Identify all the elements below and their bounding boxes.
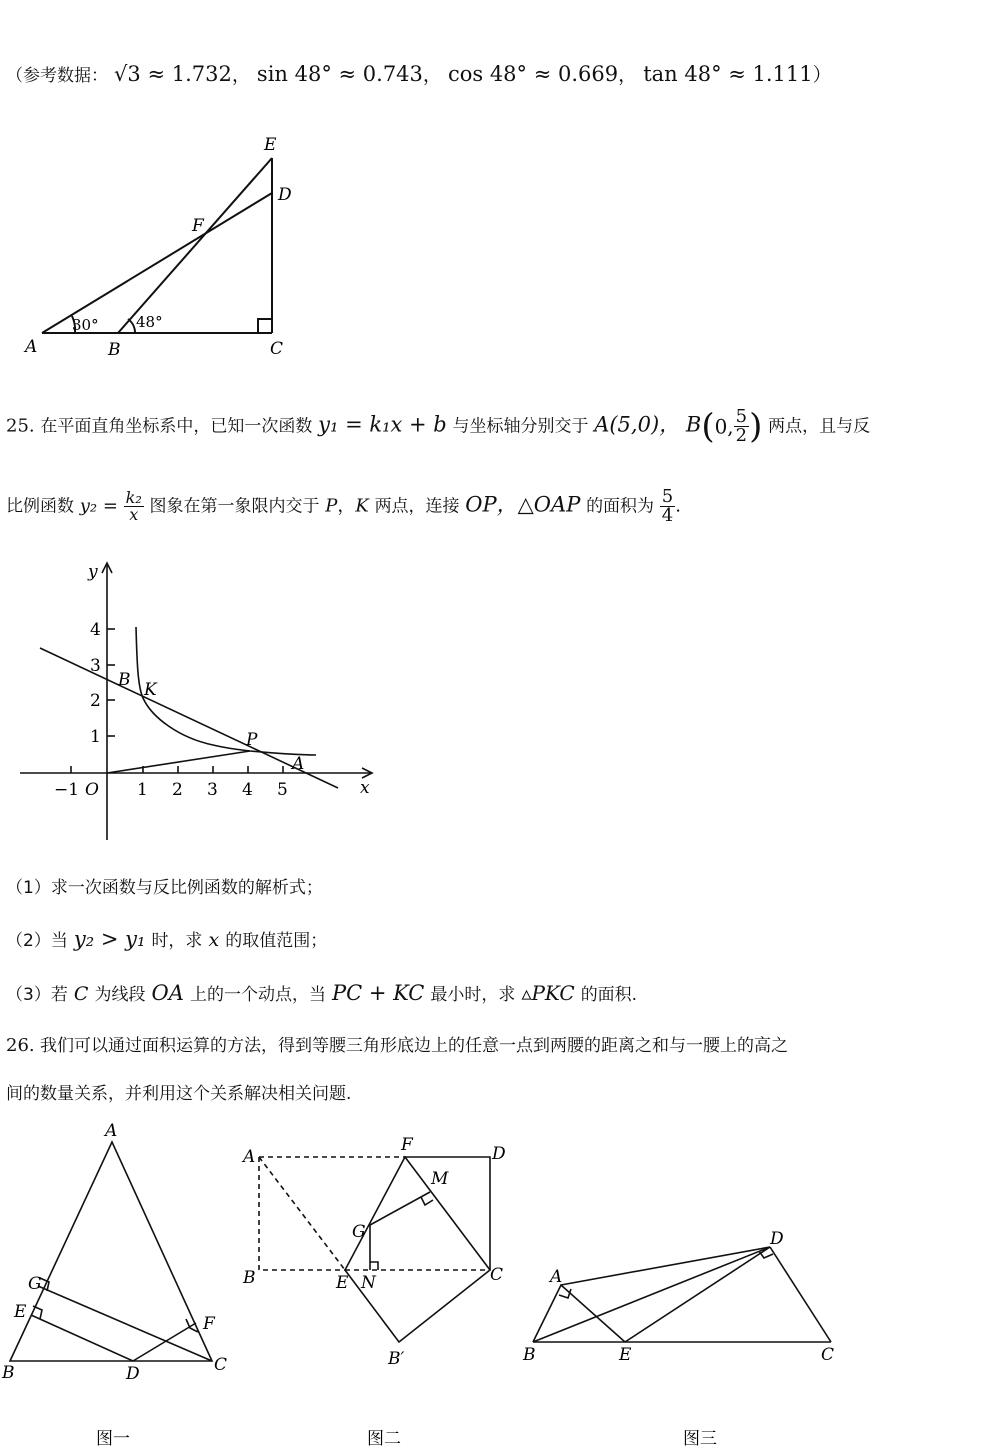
sep: ， [422, 64, 442, 86]
axis-x-label: x [360, 778, 370, 798]
graph-label-B: B [118, 670, 131, 690]
fig2-label-A: A [243, 1147, 256, 1167]
q25-point-b: B [685, 412, 702, 437]
figure-3 [515, 1120, 845, 1450]
q26-line2: 间的数量关系，并利用这个关系解决相关问题. [6, 1084, 352, 1104]
q25-line1: 25. 在平面直角坐标系中，已知一次函数 y₁ = k₁x + b 与坐标轴分别交于 A(5,0)， B(0, $\frac{5}{2}$ ) 两点，且与反 [6, 406, 871, 447]
sep: ， [337, 495, 356, 517]
graph-label-K: K [144, 680, 157, 700]
q25-point-b-x: 0, [714, 414, 734, 439]
fig2-label-F: F [401, 1135, 413, 1155]
reference-sin: sin 48° ≈ 0.743 [256, 62, 423, 86]
fig1-label-F: F [203, 1314, 215, 1334]
label-A: A [25, 337, 38, 357]
q25-sub3-text: 上的一个动点，当 [189, 985, 326, 1005]
graph-label-A: A [292, 754, 305, 774]
figure-2 [235, 1120, 525, 1450]
q25-sub3-expr: PC + KC [332, 981, 425, 1005]
q25-OP: OP [465, 492, 497, 517]
x-tick-label: 2 [172, 780, 183, 800]
q25-sub3-triangle: ▵PKC [521, 981, 575, 1005]
q25-sub3-OA: OA [151, 981, 184, 1005]
y-tick-label: 1 [90, 727, 101, 747]
figure-coordinate-graph [10, 555, 390, 845]
q25-sub2-x: x [208, 929, 220, 951]
q25-sub2-text: 时，求 [151, 931, 203, 951]
fig3-label-B: B [523, 1345, 536, 1365]
origin-label: O [85, 780, 99, 800]
q25-text: 比例函数 [6, 496, 74, 517]
q25-sub3-C: C [73, 983, 89, 1005]
q25-text: 的面积为 [586, 496, 655, 517]
q25-K: K [355, 495, 369, 517]
fig1-label-A: A [105, 1121, 118, 1141]
q25-sub3-text: （3）若 [6, 985, 68, 1005]
label-E: E [264, 135, 277, 155]
fig3-label-A: A [550, 1267, 563, 1287]
period: . [675, 495, 681, 517]
q25-sub1: （1）求一次函数与反比例函数的解析式； [6, 878, 323, 898]
q25-k2-frac: $\frac{\text{k₂}}{x}$ [125, 488, 142, 524]
q25-text: 在平面直角坐标系中，已知一次函数 [40, 416, 313, 437]
x-tick-label: −1 [54, 780, 80, 800]
reference-tan: tan 48° ≈ 1.111 [643, 62, 813, 86]
x-tick-label: 1 [137, 780, 148, 800]
q25-number: 25. [6, 415, 35, 437]
q26-number: 26. [6, 1035, 35, 1056]
q25-sub2 [6, 926, 327, 951]
label-C: C [270, 339, 284, 359]
q25-triangle: ，△OAP [496, 492, 581, 517]
fig1-label-C: C [214, 1355, 228, 1375]
q25-text: 两点，且与反 [768, 416, 871, 437]
fig3-label-E: E [619, 1345, 632, 1365]
reference-sqrt3: √3 ≈ 1.732 [114, 62, 232, 86]
fig1-label-B: B [2, 1363, 15, 1383]
y-tick-label: 4 [90, 620, 101, 640]
figure-triangle-efd [20, 130, 320, 360]
q25-point-b-frac: $\frac{5}{2}$ [735, 406, 748, 446]
label-B: B [108, 340, 121, 360]
fig3-label-C: C [821, 1345, 835, 1365]
q25-sub3-text: 为线段 [94, 985, 146, 1005]
y-tick-label: 2 [90, 691, 101, 711]
label-F: F [192, 216, 204, 236]
q25-P: P [325, 495, 338, 517]
x-tick-label: 5 [277, 780, 288, 800]
fig2-caption: 图二 [367, 1429, 401, 1449]
fig1-label-D: D [126, 1364, 140, 1384]
x-tick-label: 3 [207, 780, 218, 800]
fig3-label-D: D [770, 1229, 784, 1249]
reference-open: （参考数据： [6, 66, 108, 86]
y-tick-label: 3 [90, 656, 101, 676]
sep: ， [231, 64, 251, 86]
fig2-label-Bprime: B′ [388, 1349, 405, 1369]
fig2-label-M: M [431, 1169, 449, 1189]
x-tick-label: 4 [242, 780, 253, 800]
fig1-label-G: G [28, 1274, 42, 1294]
q25-sub2-text: （2）当 [6, 931, 68, 951]
angle-48: 48° [136, 313, 163, 331]
fig3-caption: 图三 [683, 1429, 717, 1449]
fig1-label-E: E [14, 1302, 27, 1322]
label-D: D [278, 185, 292, 205]
q25-area-frac: $\frac{5}{4}$ [661, 486, 674, 526]
figure-1 [0, 1120, 240, 1450]
reference-line [6, 60, 832, 87]
q26-line1 [6, 1031, 788, 1056]
fig2-label-B: B [243, 1268, 256, 1288]
fig1-caption: 图一 [96, 1429, 130, 1449]
reference-close: ） [812, 64, 832, 86]
q25-eq1: y₁ = k₁x + b [318, 412, 447, 437]
axis-y-label: y [88, 562, 98, 582]
fig2-label-G: G [352, 1222, 366, 1242]
q25-text: 两点，连接 [374, 496, 460, 517]
q26-text: 我们可以通过面积运算的方法，得到等腰三角形底边上的任意一点到两腰的距离之和与一腰上的高之 [40, 1036, 789, 1056]
q25-y2: y₂ = [79, 495, 118, 517]
q25-sub3-text: 最小时，求 [430, 985, 516, 1005]
q25-sub3 [6, 980, 637, 1005]
q25-point-a: A(5,0)， [594, 412, 681, 437]
fig2-label-D: D [492, 1144, 506, 1164]
fig2-label-E: E [336, 1273, 349, 1293]
q25-sub2-inequality: y₂ > y₁ [73, 927, 146, 951]
q25-line2 [6, 488, 681, 525]
fig2-label-C: C [490, 1265, 504, 1285]
angle-30: 30° [72, 316, 99, 334]
q25-sub2-text: 的取值范围； [225, 931, 328, 951]
q25-text: 与坐标轴分别交于 [452, 416, 589, 437]
graph-label-P: P [246, 730, 258, 750]
q25-text: 图象在第一象限内交于 [149, 496, 320, 517]
reference-cos: cos 48° ≈ 0.669 [447, 62, 619, 86]
fig2-label-N: N [361, 1273, 376, 1293]
q25-sub3-text: 的面积. [580, 985, 638, 1005]
sep: ， [618, 64, 638, 86]
